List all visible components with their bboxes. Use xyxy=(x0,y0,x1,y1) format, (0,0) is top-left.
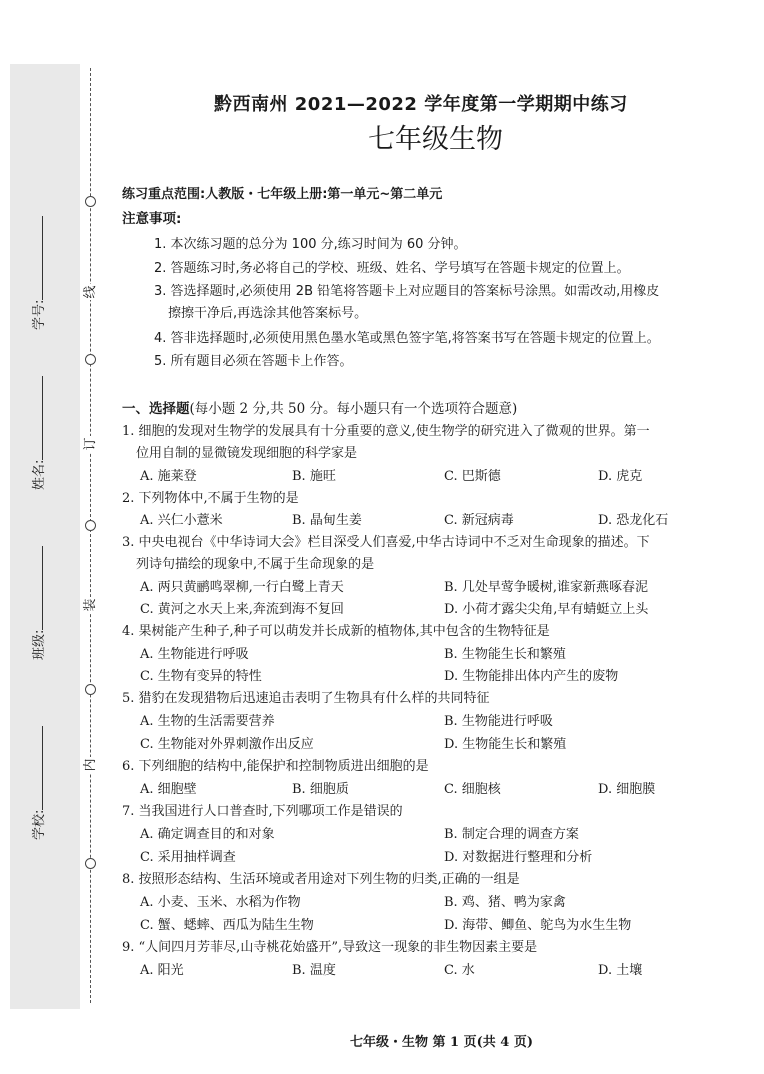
hole-marker xyxy=(85,684,96,695)
option: B. 生物能生长和繁殖 xyxy=(444,647,566,662)
notice-item: 擦擦干净后,再选涂其他答案标号。 xyxy=(168,306,368,321)
question-stem: 8. 按照形态结构、生活环境或者用途对下列生物的归类,正确的一组是 xyxy=(122,872,520,887)
option: B. 施旺 xyxy=(292,469,336,484)
option: D. 生物能排出体内产生的废物 xyxy=(444,669,619,684)
scope-line: 练习重点范围:人教版・七年级上册:第一单元~第二单元 xyxy=(122,187,443,202)
page-footer: 七年级・生物 第 1 页(共 4 页) xyxy=(350,1035,534,1050)
option: D. 土壤 xyxy=(598,963,643,978)
option: A. 生物能进行呼吸 xyxy=(140,647,249,662)
option: C. 水 xyxy=(444,963,475,978)
cut-word: 线 xyxy=(83,285,98,299)
option: B. 鸡、猪、鸭为家禽 xyxy=(444,895,566,910)
hole-marker xyxy=(85,858,96,869)
option: B. 晶甸生姜 xyxy=(292,513,362,528)
question-stem-cont: 位用自制的显微镜发现细胞的科学家是 xyxy=(136,446,358,461)
option: B. 几处早莺争暖树,谁家新燕啄春泥 xyxy=(444,580,648,595)
option: B. 制定合理的调查方案 xyxy=(444,827,579,842)
cut-word: 订 xyxy=(83,437,98,451)
option: C. 黄河之水天上来,奔流到海不复回 xyxy=(140,602,344,617)
notice-item: 1. 本次练习题的总分为 100 分,练习时间为 60 分钟。 xyxy=(154,237,467,252)
notice-item: 2. 答题练习时,务必将自己的学校、班级、姓名、学号填写在答题卡规定的位置上。 xyxy=(154,261,630,276)
student-id-field[interactable]: 学号: xyxy=(28,216,47,330)
notice-item: 5. 所有题目必须在答题卡上作答。 xyxy=(154,354,353,369)
question-stem-cont: 列诗句描绘的现象中,不属于生命现象的是 xyxy=(136,557,375,572)
hole-marker xyxy=(85,196,96,207)
option: B. 温度 xyxy=(292,963,336,978)
option: B. 细胞质 xyxy=(292,782,349,797)
option: D. 生物能生长和繁殖 xyxy=(444,737,567,752)
hole-marker xyxy=(85,520,96,531)
option: D. 恐龙化石 xyxy=(598,513,669,528)
option: A. 细胞壁 xyxy=(140,782,197,797)
question-stem: 3. 中央电视台《中华诗词大会》栏目深受人们喜爱,中华古诗词中不乏对生命现象的描述。下 xyxy=(122,535,650,550)
option: A. 阳光 xyxy=(140,963,184,978)
option: D. 海带、鲫鱼、鸵鸟为水生生物 xyxy=(444,918,632,933)
option: C. 蟹、蟋蟀、西瓜为陆生生物 xyxy=(140,918,314,933)
option: A. 小麦、玉米、水稻为作物 xyxy=(140,895,301,910)
notice-item: 4. 答非选择题时,必须使用黑色墨水笔或黑色签字笔,将答案书写在答题卡规定的位置上。 xyxy=(154,331,660,346)
question-stem: 6. 下列细胞的结构中,能保护和控制物质进出细胞的是 xyxy=(122,759,429,774)
question-stem: 4. 果树能产生种子,种子可以萌发并长成新的植物体,其中包含的生物特征是 xyxy=(122,624,550,639)
question-stem: 5. 猎豹在发现猎物后迅速追击表明了生物具有什么样的共同特征 xyxy=(122,691,490,706)
option: B. 生物能进行呼吸 xyxy=(444,714,553,729)
question-stem: 7. 当我国进行人口普查时,下列哪项工作是错误的 xyxy=(122,804,403,819)
hole-marker xyxy=(85,354,96,365)
option: C. 新冠病毒 xyxy=(444,513,514,528)
option: C. 采用抽样调查 xyxy=(140,850,236,865)
option: C. 细胞核 xyxy=(444,782,501,797)
option: A. 兴仁小薏米 xyxy=(140,513,223,528)
class-field[interactable]: 班级: xyxy=(28,546,47,660)
option: D. 细胞膜 xyxy=(598,782,656,797)
section-heading: 一、选择题(每小题 2 分,共 50 分。每小题只有一个选项符合题意) xyxy=(122,401,518,417)
option: C. 生物能对外界刺激作出反应 xyxy=(140,737,314,752)
notice-item: 3. 答选择题时,必须使用 2B 铅笔将答题卡上对应题目的答案标号涂黑。如需改动,用橡皮 xyxy=(154,284,660,299)
binding-strip xyxy=(10,64,80,1009)
name-field[interactable]: 姓名: xyxy=(28,376,47,490)
option: A. 生物的生活需要营养 xyxy=(140,714,275,729)
question-stem: 2. 下列物体中,不属于生物的是 xyxy=(122,491,299,506)
option: D. 虎克 xyxy=(598,469,643,484)
option: D. 小荷才露尖尖角,早有蜻蜓立上头 xyxy=(444,602,649,617)
option: C. 巴斯德 xyxy=(444,469,501,484)
cut-word: 装 xyxy=(83,598,98,612)
question-stem: 1. 细胞的发现对生物学的发展具有十分重要的意义,使生物学的研究进入了微观的世界。第一 xyxy=(122,424,650,439)
cut-word: 内 xyxy=(83,758,98,772)
exam-subtitle: 七年级生物 xyxy=(368,124,503,155)
notice-heading: 注意事项: xyxy=(122,211,182,227)
option: C. 生物有变异的特性 xyxy=(140,669,262,684)
option: A. 两只黄鹂鸣翠柳,一行白鹭上青天 xyxy=(140,580,344,595)
school-field[interactable]: 学校: xyxy=(28,726,47,840)
option: D. 对数据进行整理和分析 xyxy=(444,850,593,865)
exam-title: 黔西南州 2021—2022 学年度第一学期期中练习 xyxy=(214,94,628,115)
option: A. 确定调查目的和对象 xyxy=(140,827,275,842)
question-stem: 9. “人间四月芳菲尽,山寺桃花始盛开”,导致这一现象的非生物因素主要是 xyxy=(122,940,538,955)
option: A. 施莱登 xyxy=(140,469,197,484)
